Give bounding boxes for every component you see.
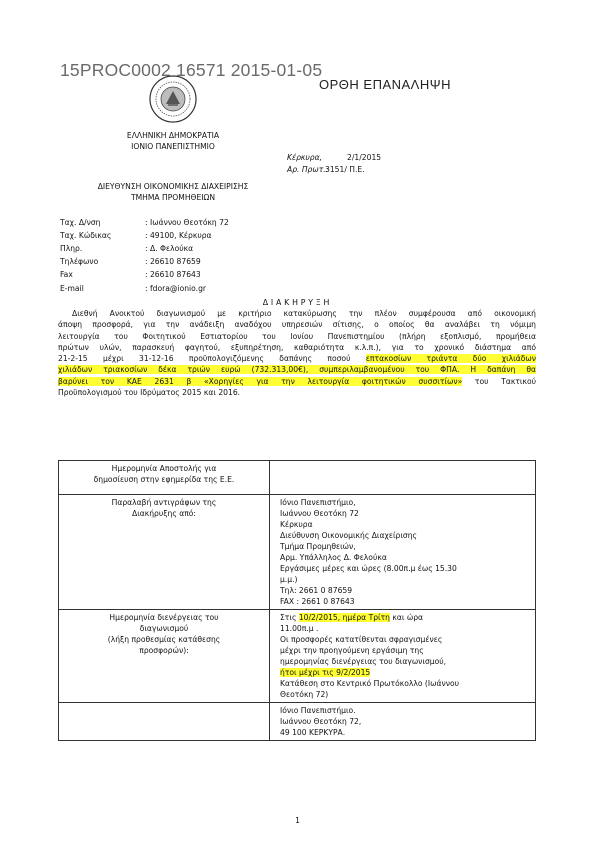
value-line: Οι προσφορές κατατίθενται σφραγισμένες [280,635,443,644]
document-title: ΔΙΑΚΗΡΥΞΗ [262,298,333,307]
value-text: Στις [280,613,299,622]
row-label [59,610,270,703]
row-value [270,461,536,495]
value-line [280,612,529,623]
label-line: Διακήρυξης από: [132,509,196,518]
protocol-number: 3151/ Π.Ε. [325,165,365,174]
row-value [270,610,536,703]
page-number: 1 [295,816,300,825]
body-line [58,364,536,375]
contact-value: : Δ. Φελούκα [145,244,194,253]
contact-label: Fax [60,270,73,279]
label-line: Ημερομηνία Αποστολής για [111,464,217,473]
contact-value: : 49100, Κέρκυρα [145,231,212,240]
body-text: του Τακτικού [462,376,537,386]
value-line: Θεοτόκη 72) [280,690,329,699]
row-label [59,461,270,495]
row-label [59,703,270,741]
highlighted-deadline: ήτοι μέχρι τις 9/2/2015 [280,668,371,677]
label-line: Παραλαβή αντιγράφων της [111,498,217,507]
contact-value: : Ιωάννου Θεοτόκη 72 [145,218,229,227]
body-line: πρώτων υλών, παρασκευή φαγητού, εξυπηρέτηση, καθαριότητα κ.λ.π.), για το χρονικό διάστημα από [58,342,536,352]
contact-value: : 26610 87643 [145,270,201,279]
highlighted-amount: χιλιάδων τριακοσίων δέκα τριών ευρώ (732.313,00€), συμπεριλαμβανομένου του ΦΠΑ. Η δαπάνη θα [58,365,536,375]
body-line [58,353,536,364]
correction-notice: ΟΡΘΗ ΕΠΑΝΑΛΗΨΗ [319,77,452,92]
document-stamp: 15PROC0002 16571 2015-01-05 [60,60,323,80]
university-emblem [148,74,198,124]
body-line: Προϋπολογισμού του Ιδρύματος 2015 και 2016. [58,388,241,398]
tender-details-table [58,460,536,741]
value-line [280,667,529,678]
label-line: (λήξη προθεσμίας κατάθεσης [107,635,221,644]
protocol-label: Αρ. Πρωτ.: [287,165,329,174]
highlighted-date: 10/2/2015, ημέρα Τρίτη [298,613,390,622]
document-date: 2/1/2015 [347,153,382,162]
row-value [270,495,536,610]
body-paragraph [58,308,536,398]
value-line: Κέρκυρα [280,520,313,529]
value-line: 49 100 ΚΕΡΚΥΡΑ. [280,728,346,737]
contact-label: Ταχ. Κώδικας [60,231,112,240]
body-line: λειτουργία του Φοιτητικού Εστιατορίου του Ιονίου Πανεπιστημίου (πλήρη εξοπλισμό, προμήθεια [58,331,536,341]
place-label: Κέρκυρα, [287,153,323,162]
value-line: μέχρι την προηγούμενη εργάσιμη της [280,646,424,655]
value-line: Ιόνιο Πανεπιστήμιο. [280,706,356,715]
value-line: Ιωάννου Θεοτόκη 72, [280,717,362,726]
country-heading: ΕΛΛΗΝΙΚΗ ΔΗΜΟΚΡΑΤΙΑ [126,131,220,140]
value-line: μ.μ.) [280,575,298,584]
row-value [270,703,536,741]
value-line: Ιόνιο Πανεπιστήμιο, [280,498,356,507]
value-line: 11.00π.μ . [280,624,319,633]
contact-label: E-mail [60,284,84,293]
highlighted-budget-code: βαρύνει τον ΚΑΕ 2631 β «Χορηγίες για την λειτουργία φοιτητικών συσσιτίων» [58,376,463,386]
highlighted-amount: επτακοσίων τριάντα δύο χιλιάδων [365,354,536,364]
directorate-heading: ΔΙΕΥΘΥΝΣΗ ΟΙΚΟΝΟΜΙΚΗΣ ΔΙΑΧΕΙΡΙΣΗΣ [97,182,249,191]
contact-label: Τηλέφωνο [60,257,99,266]
university-heading: ΙΟΝΙΟ ΠΑΝΕΠΙΣΤΗΜΙΟ [131,142,215,151]
value-line: Εργάσιμες μέρες και ώρες (8.00π.μ έως 15.30 [280,564,457,573]
value-text: και ώρα [389,613,424,622]
table-row [59,495,536,610]
contact-label: Πληρ. [60,244,83,253]
table-row [59,703,536,741]
table-row [59,610,536,703]
label-line: διαγωνισμού [139,624,189,633]
body-line: Διεθνή Ανοικτού διαγωνισμού με κριτήριο κατακύρωσης την πλέον συμφέρουσα από οικονομική [72,309,536,318]
row-label [59,495,270,610]
body-text: 21-2-15 μέχρι 31-12-16 προϋπολογιζόμενης δαπάνης ποσού [58,354,366,364]
body-line: άποψη προσφορά, για την ανάδειξη αναδόχου υπηρεσιών σίτισης, ο οποίος θα αναλάβει τη νόμιμη [58,320,536,330]
value-line: Ιωάννου Θεοτόκη 72 [280,509,359,518]
label-line: Ημερομηνία διενέργειας του [109,613,219,622]
contact-value: : 26610 87659 [145,257,201,266]
value-line: Αρμ. Υπάλληλος Δ. Φελούκα [280,553,387,562]
value-line: Τμήμα Προμηθειών, [280,542,356,551]
email-link[interactable]: : fdora@ionio.gr [145,284,207,293]
value-line: Τηλ: 2661 0 87659 [280,586,353,595]
value-line: Διεύθυνση Οικονομικής Διαχείρισης [280,531,418,540]
label-line: προσφορών): [139,646,189,655]
value-line: ημερομηνίας διενέργειας του διαγωνισμού, [280,657,447,666]
label-line: δημοσίευση στην εφημερίδα της Ε.Ε. [93,475,235,484]
department-heading: ΤΜΗΜΑ ΠΡΟΜΗΘΕΙΩΝ [130,193,216,202]
table-row [59,461,536,495]
body-line [58,376,536,387]
value-line: FAX : 2661 0 87643 [280,597,355,606]
value-line: Κατάθεση στο Κεντρικό Πρωτόκολλο (Ιωάννου [280,679,459,688]
contact-label: Ταχ. Δ/νση [60,218,101,227]
